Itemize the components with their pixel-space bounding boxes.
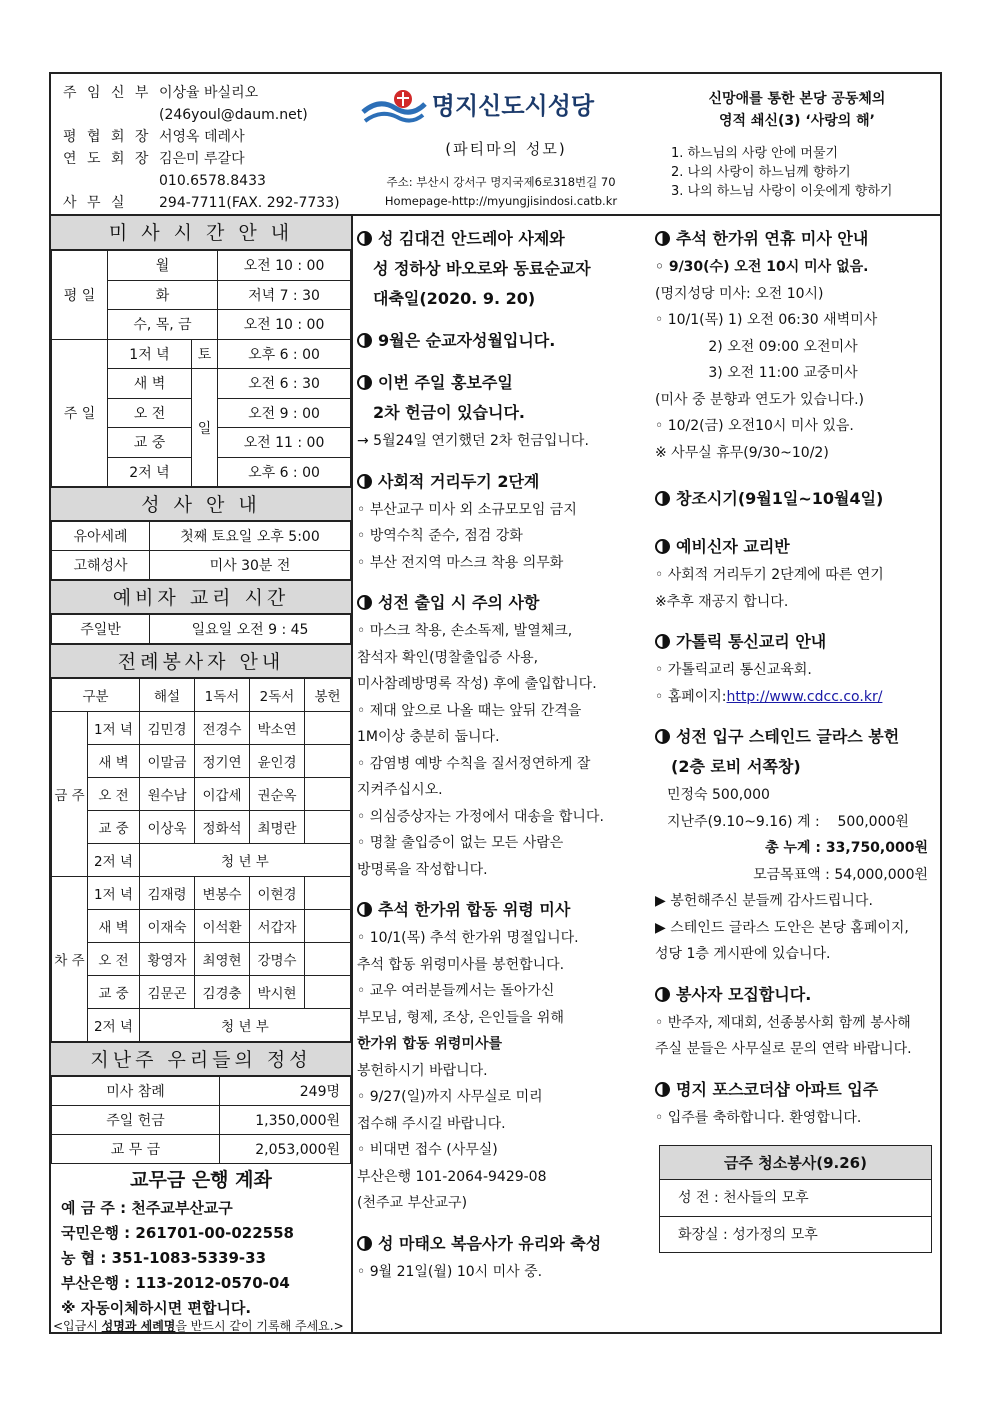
half-circle-icon [357, 333, 372, 348]
notice-heading: 성전 출입 시 주의 사항 [357, 588, 645, 618]
half-circle-icon [655, 729, 670, 744]
right-column: 추석 한가위 연휴 미사 안내 ◦ 9/30(수) 오전 10시 미사 없음. (명지성당 미사: 오전 10시) ◦ 10/1(목) 1) 오전 06:30 새벽미사 2) 오전 09:00 오전미사 3) 오전 11:00 교중미사 (미사 중 분향과 연도가 있습니다.) ◦ 10/2(금) 오전10시 미사 있음. ※ 사무실 휴무(9/30~10/2) 창조시기(9월1일~10월4일) 예비신자 교리반 ◦ 사회적 거리두기 2단계에 따른 연기 ※추후 재공지 합니다. 가톨릭 통신교리 안내 ◦ 가톨릭교리 통신교육회. ◦ 홈페이지:http://www.cdcc.co.kr/ 성전 입구 스테인드 글라스 봉헌 (2층 로비 서쪽창) 민정숙 500,000 지난주(9.10~9.16) 계 : 500,000원 총 누계 : 33,750,000원 모금목표액 : 54,000,000원 ▶ 봉헌해주신 분들께 감사드립니다. ▶ 스테인드 글라스 도안은 본당 홈페이지, 성당 1층 게시판에 있습니다. 봉사자 모집합니다. ◦ 반주자, 제대회, 선종봉사회 함께 봉사해 주실 분들은 사무실로 문의 연락 바랍니다. 명지 포스코더샵 아파트 입주 ◦ 입주를 축하합니다. 환영합니다. 금주 청소봉사(9.26) 성 전 : 천사들의 모후 화장실 : 성가정의 모후 [651, 216, 940, 1332]
notice-heading: 추석 한가위 연휴 미사 안내 [655, 224, 936, 254]
bulletin-page [49, 72, 942, 1334]
servers-table: 구분 해설 1독서 2독서 봉헌 금 주 1저 녁 김민경 전경수 박소연 새 벽 이말금 정기연 윤인경 오 전 원수남 이갑세 권순옥 교 중 이상욱 정화석 최명란 2저 녁 청 년 부 차 주 1저 녁 김재령 변봉수 이현경 새 벽 이재숙 이석환 서갑자 오 전 황영자 최영현 강명수 교 중 김문곤 김경충 박시현 2저 녁 청 년 부 [51, 678, 351, 1042]
staff-row: 평 협 회 장 서영옥 데레사 [63, 129, 245, 145]
church-address: 주소: 부산시 강서구 명지국제6로318번길 70 Homepage-http://myungjisindosi.catb.kr [351, 173, 651, 211]
offering-title: 지난주 우리들의 정성 [51, 1042, 351, 1076]
catechism-title: 예비자 교리 시간 [51, 580, 351, 614]
notice-heading: 창조시기(9월1일~10월4일) [655, 484, 936, 514]
notice-heading: 사회적 거리두기 2단계 [357, 467, 645, 497]
half-circle-icon [357, 595, 372, 610]
offering-table: 미사 참례 249명 주일 헌금 1,350,000원 교 무 금 2,053,000원 [51, 1076, 351, 1164]
church-subtitle: (파티마의 성모) [445, 139, 567, 158]
middle-column: 성 김대건 안드레아 사제와 성 정하상 바오로와 동료순교자 대축일(2020. 9. 20) 9월은 순교자성월입니다. 이번 주일 홍보주일 2차 헌금이 있습니다. → 5월24일 연기했던 2차 헌금입니다. 사회적 거리두기 2단계 ◦ 부산교구 미사 외 소규모모임 금지 ◦ 방역수칙 준수, 점검 강화 ◦ 부산 전지역 마스크 착용 의무화 성전 출입 시 주의 사항 ◦ 마스크 착용, 손소독제, 발열체크, 참석자 확인(명찰출입증 사용, 미사참례방명록 작성) 후에 출입합니다. ◦ 제대 앞으로 나올 때는 앞뒤 간격을 1M이상 충분히 둡니다. ◦ 감염병 예방 수칙을 질서정연하게 잘 지켜주십시오. ◦ 의심증상자는 가정에서 대송을 합니다. ◦ 명찰 출입증이 없는 모든 사람은 방명록을 작성합니다. 추석 한가위 합동 위령 미사 ◦ 10/1(목) 추석 한가위 명절입니다. 추석 합동 위령미사를 봉헌합니다. ◦ 교우 여러분들께서는 돌아가신 부모님, 형제, 조상, 은인들을 위해 한가위 합동 위령미사를 봉헌하시기 바랍니다. ◦ 9/27(일)까지 사무실로 미리 접수해 주시길 바랍니다. ◦ 비대면 접수 (사무실) 부산은행 101-2064-9429-08 (천주교 부산교구) 성 마태오 복음사가 유리와 축성 ◦ 9월 21일(월) 10시 미사 중. [353, 216, 649, 1332]
mass-times-title: 미 사 시 간 안 내 [51, 216, 351, 250]
cleaning-box [659, 1145, 932, 1253]
cleaning-row: 화장실 : 성가정의 모후 [660, 1216, 931, 1252]
homepage-link[interactable]: Homepage-http://myungjisindosi.catb.kr [384, 194, 618, 208]
half-circle-icon [655, 634, 670, 649]
half-circle-icon [655, 539, 670, 554]
notice-heading: 명지 포스코더샵 아파트 입주 [655, 1075, 936, 1105]
half-circle-icon [655, 491, 670, 506]
header [51, 74, 940, 216]
notice-heading: 가톨릭 통신교리 안내 [655, 627, 936, 657]
servers-title: 전례봉사자 안내 [51, 644, 351, 678]
staff-row: 연 도 회 장 김은미 루갈다 [63, 151, 245, 167]
half-circle-icon [655, 231, 670, 246]
notice-heading: 봉사자 모집합니다. [655, 980, 936, 1010]
bank-note: <입금시 성명과 세례명을 반드시 같이 기록해 주세요.> [53, 1319, 344, 1333]
notice-heading: 예비신자 교리반 [655, 532, 936, 562]
church-logo [361, 86, 651, 159]
half-circle-icon [655, 987, 670, 1002]
half-circle-icon [655, 1082, 670, 1097]
church-name: 명지신도시성당 [431, 92, 595, 120]
left-column [51, 216, 353, 1332]
pastoral-theme: 신망애를 통한 본당 공동체의 영적 쇄신(3) ‘사랑의 해’ 1. 하느님의 사랑 안에 머물기 2. 나의 사랑이 하느님께 향하기 3. 나의 하느님 사랑이 이웃에게 향하기 [657, 88, 937, 201]
sacrament-table: 유아세례 첫째 토요일 오후 5:00 고해성사 미사 30분 전 [51, 521, 351, 580]
theme-list: 1. 하느님의 사랑 안에 머물기 2. 나의 사랑이 하느님께 향하기 3. 나의 하느님 사랑이 이웃에게 향하기 [671, 146, 893, 199]
notice-heading: 성 마태오 복음사가 유리와 축성 [357, 1229, 645, 1259]
staff-row: 010.6578.8433 [159, 173, 266, 189]
notice-heading: 9월은 순교자성월입니다. [357, 326, 645, 356]
mass-times-table: 평 일 월 오전 10 : 00 화 저녁 7 : 30 수, 목, 금 오전 10 : 00 주 일 1저 녁 토 오후 6 : 00 새 벽 일 오전 6 : 30 오 전 오전 9 : 00 교 중 오전 11 : 00 2저 녁 오후 6 : 00 [51, 250, 351, 487]
half-circle-icon [357, 375, 372, 390]
notice-heading: 성 김대건 안드레아 사제와 [357, 224, 645, 254]
bank-title: 교무금 은행 계좌 [130, 1169, 272, 1191]
notice-heading: 이번 주일 홍보주일 [357, 368, 645, 398]
staff-list [63, 82, 353, 214]
sacrament-title: 성 사 안 내 [51, 487, 351, 521]
staff-row: (246youl@daum.net) [159, 107, 308, 123]
notice-heading: 추석 한가위 합동 위령 미사 [357, 895, 645, 925]
half-circle-icon [357, 231, 372, 246]
staff-row: 주 임 신 부 이상율 바실리오 [63, 85, 259, 101]
cleaning-title: 금주 청소봉사(9.26) [660, 1146, 931, 1180]
cleaning-row: 성 전 : 천사들의 모후 [678, 1190, 809, 1206]
half-circle-icon [357, 902, 372, 917]
half-circle-icon [357, 1236, 372, 1251]
bank-accounts: 예 금 주 : 천주교부산교구 국민은행 : 261701-00-022558 농 협 : 351-1083-5339-33 부산은행 : 113-2012-0570-04 ※ 자동이체하시면 편합니다. [61, 1199, 294, 1317]
staff-row: 사 무 실 294-7711(FAX. 292-7733) [63, 195, 340, 211]
notice-heading: 성전 입구 스테인드 글라스 봉헌 [655, 722, 936, 752]
church-logo-icon [361, 88, 427, 132]
catechism-link[interactable]: http://www.cdcc.co.kr/ [726, 688, 883, 705]
half-circle-icon [357, 474, 372, 489]
catechism-table: 주일반 일요일 오전 9 : 45 [51, 614, 351, 644]
